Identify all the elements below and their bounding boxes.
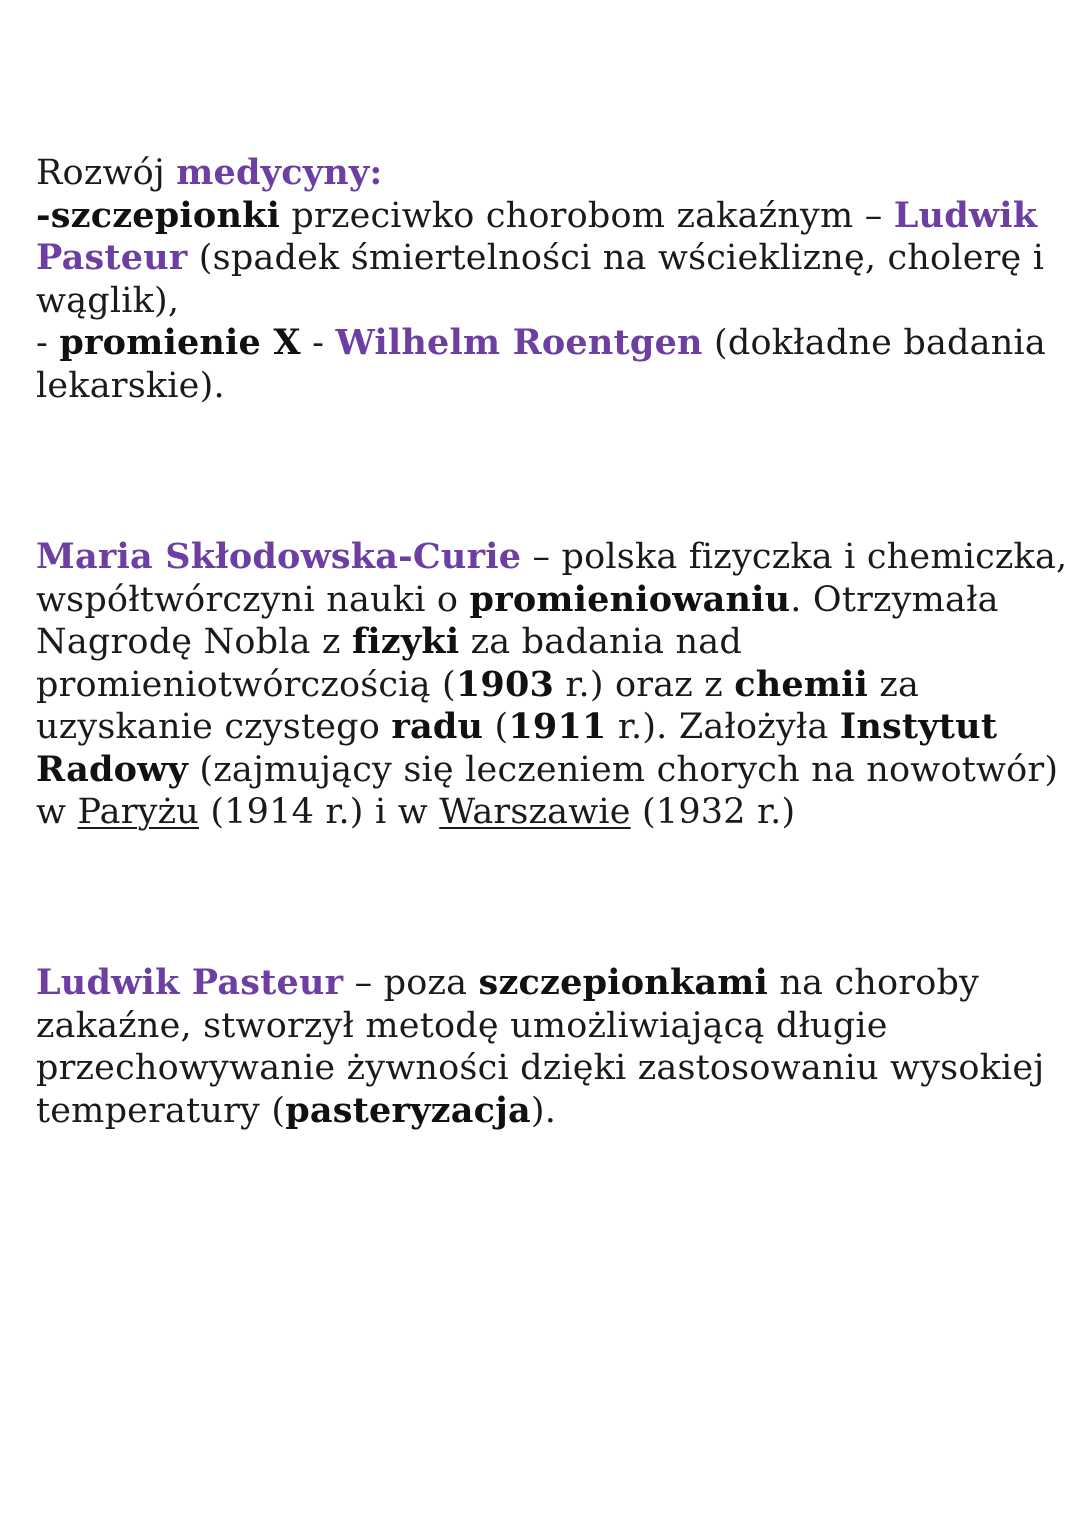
curie-line-5 (36, 706, 1046, 749)
curie-line-2 (36, 579, 1046, 622)
text-span: wąglik), (36, 280, 180, 321)
pasteur-section (36, 962, 1046, 1132)
medicine-line-5 (36, 322, 1046, 365)
text-span: - (300, 323, 336, 363)
text-span: w (36, 792, 78, 832)
text-span: (dokładne badania (702, 323, 1046, 363)
text-span: uzyskanie czystego (36, 707, 392, 747)
text-span: r.) oraz z (554, 664, 735, 705)
curie-line-6 (36, 748, 1059, 792)
medicine-line-1 (36, 152, 1046, 195)
year-1903: 1903 (455, 663, 555, 705)
text-span: przeciwko chorobom zakaźnym – (280, 195, 894, 236)
curie-line-4 (36, 664, 1046, 707)
term-promieniowaniu: promieniowaniu (469, 578, 791, 620)
name-pasteur: Pasteur (36, 237, 188, 278)
text-span: ). (530, 1090, 557, 1131)
text-span: – poza (343, 963, 479, 1003)
year-1911: 1911 (508, 706, 607, 747)
curie-line-3 (36, 621, 1046, 664)
text-span: współtwórczyni nauki o (36, 579, 470, 620)
curie-line-1 (36, 536, 1068, 579)
name-ludwik-pasteur: Ludwik Pasteur (36, 962, 344, 1003)
text-span: lekarskie). (36, 365, 225, 406)
pasteur-line-1 (36, 962, 1046, 1005)
pasteur-line-3 (36, 1047, 1046, 1090)
text-span: za (868, 664, 920, 705)
text-span: Rozwój (36, 153, 177, 193)
term-szczepionki: -szczepionki (36, 194, 281, 236)
term-szczepionkami: szczepionkami (478, 962, 768, 1003)
text-span: – polska fizyczka i chemiczka, (521, 537, 1068, 577)
text-span: na choroby (768, 963, 980, 1003)
text-span: (zajmujący się leczeniem chorych na nowotwór) (188, 749, 1059, 790)
place-paryz: Paryżu (77, 792, 200, 832)
term-promienie-x: promienie X (59, 322, 301, 363)
term-fizyki: fizyki (352, 621, 460, 662)
text-span: . Otrzymała (790, 579, 999, 620)
name-ludwik: Ludwik (893, 194, 1038, 236)
medicine-line-4 (36, 280, 1046, 323)
text-span: - (36, 323, 60, 363)
text-span: zakaźne, stworzył metodę umożliwiającą długie (36, 1005, 888, 1046)
term-pasteryzacja: pasteryzacja (285, 1089, 531, 1131)
text-span: promieniotwórczością ( (36, 664, 456, 705)
place-warszawa: Warszawie (439, 792, 631, 832)
name-maria-sklodowska-curie: Maria Skłodowska-Curie (36, 536, 522, 577)
name-wilhelm-roentgen: Wilhelm Roentgen (335, 322, 703, 363)
pasteur-line-2 (36, 1005, 1046, 1048)
text-span: r.). Założyła (606, 707, 840, 747)
text-span: ( (483, 707, 509, 747)
medicine-line-3 (36, 237, 1046, 280)
curie-line-7 (36, 791, 1046, 834)
term-radowy: Radowy (36, 748, 189, 790)
term-radu: radu (391, 706, 484, 747)
term-chemii: chemii (734, 663, 869, 705)
text-span: temperatury ( (36, 1090, 286, 1131)
pasteur-line-4 (36, 1090, 1046, 1133)
medicine-line-2 (36, 195, 1046, 238)
heading-medycyny: medycyny: (176, 152, 383, 193)
term-instytut: Instytut (839, 706, 998, 747)
text-span: za badania nad (459, 622, 742, 662)
text-span: (1932 r.) (630, 792, 796, 832)
curie-section (36, 536, 1068, 834)
text-span: Nagrodę Nobla z (36, 622, 352, 662)
text-span: (1914 r.) i w (199, 792, 440, 832)
medicine-section (36, 152, 1046, 407)
medicine-line-6 (36, 365, 1046, 408)
text-span: (spadek śmiertelności na wściekliznę, cholerę i (187, 238, 1045, 278)
text-span: przechowywanie żywności dzięki zastosowaniu wysokiej (36, 1048, 1045, 1088)
